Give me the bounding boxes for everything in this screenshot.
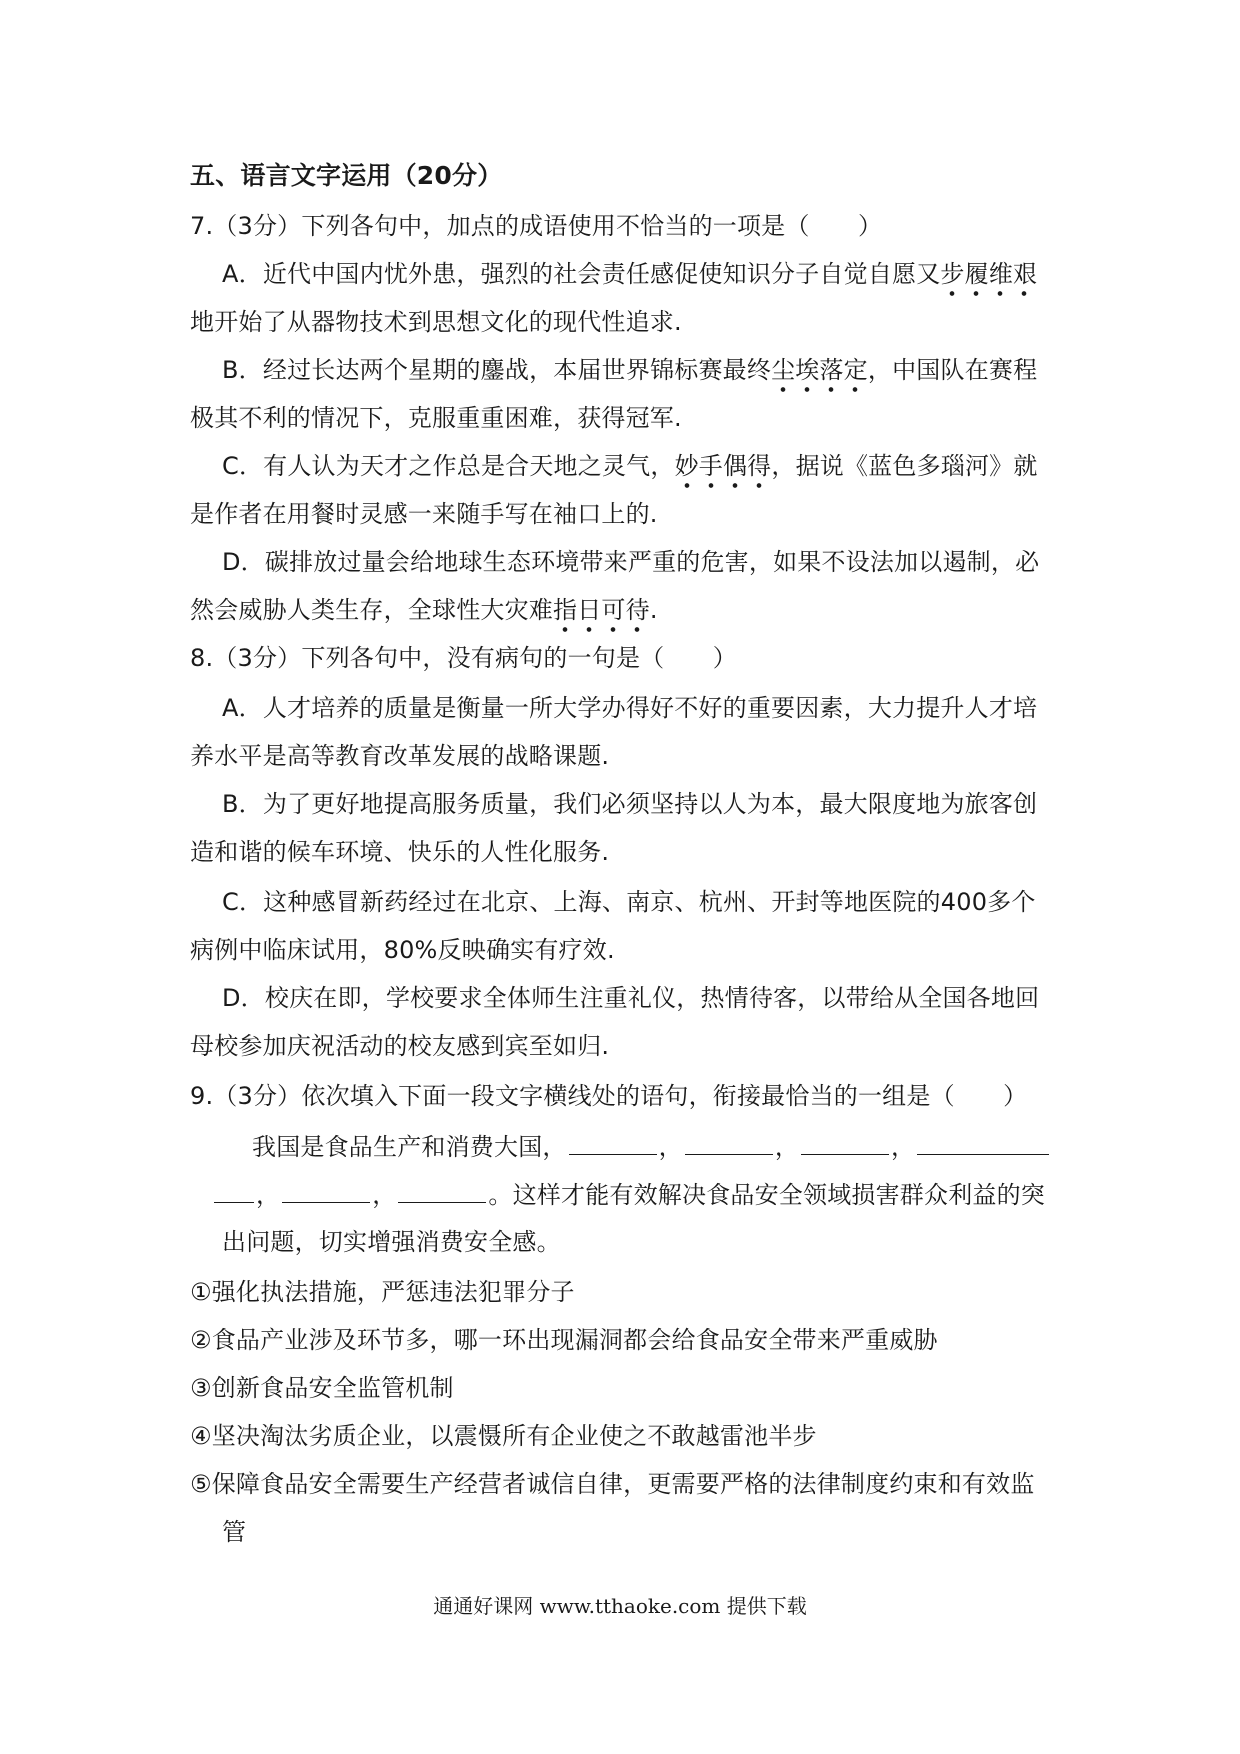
page-footer: 通通好课网 www.tthaoke.com 提供下载 xyxy=(433,1594,807,1618)
q9-option-2: ②食品产业涉及环节多，哪一环出现漏洞都会给食品安全带来严重威胁 xyxy=(190,1326,938,1354)
q9-stem: 9.（3分）依次填入下面一段文字横线处的语句，衔接最恰当的一组是（ ） xyxy=(190,1082,1028,1110)
q8-option-b-cont: 造和谐的候车环境、快乐的人性化服务. xyxy=(190,838,610,866)
q8-option-c: C．这种感冒新药经过在北京、上海、南京、杭州、开封等地医院的400多个 xyxy=(222,888,1036,916)
q8-stem: 8.（3分）下列各句中，没有病句的一句是（ ） xyxy=(190,644,737,672)
q8-option-a: A．人才培养的质量是衡量一所大学办得好不好的重要因素，大力提升人才培 xyxy=(222,694,1038,722)
fill-blank xyxy=(801,1130,889,1155)
q9-passage-line3: 出问题，切实增强消费安全感。 xyxy=(222,1228,561,1256)
q9-option-1: ①强化执法措施，严惩违法犯罪分子 xyxy=(190,1278,575,1306)
q8-option-c-cont: 病例中临床试用，80%反映确实有疗效. xyxy=(190,936,615,964)
q9-option-4: ④坚决淘汰劣质企业，以震慑所有企业使之不敢越雷池半步 xyxy=(190,1422,817,1450)
fill-blank xyxy=(917,1130,1049,1155)
q9-passage-line2: ， ， 。这样才能有效解决食品安全领域损害群众利益的突 xyxy=(212,1178,1045,1211)
q7-stem: 7.（3分）下列各句中，加点的成语使用不恰当的一项是（ ） xyxy=(190,212,883,240)
q8-option-d-cont: 母校参加庆祝活动的校友感到宾至如归. xyxy=(190,1032,610,1060)
q7-d-idiom: 指日可待 xyxy=(553,596,650,633)
q9-passage-line1: 我国是食品生产和消费大国， ， ， ， xyxy=(252,1130,1051,1163)
fill-blank xyxy=(282,1178,370,1203)
q7-option-b: B．经过长达两个星期的鏖战，本届世界锦标赛最终尘埃落定，中国队在赛程 xyxy=(222,354,1037,386)
q9-option-3: ③创新食品安全监管机制 xyxy=(190,1374,454,1402)
q7-option-b-cont: 极其不利的情况下，克服重重困难，获得冠军. xyxy=(190,404,682,432)
section-title: 五、语言文字运用（20分） xyxy=(190,161,503,190)
q8-option-a-cont: 养水平是高等教育改革发展的战略课题. xyxy=(190,742,610,770)
q7-option-c: C．有人认为天才之作总是合天地之灵气，妙手偶得，据说《蓝色多瑙河》就 xyxy=(222,450,1038,482)
q7-a-idiom: 步履维艰 xyxy=(940,260,1037,297)
q8-option-b: B．为了更好地提高服务质量，我们必须坚持以人为本，最大限度地为旅客创 xyxy=(222,790,1038,818)
q7-c-idiom: 妙手偶得 xyxy=(675,452,772,489)
fill-blank xyxy=(214,1178,254,1203)
q7-option-a-cont: 地开始了从器物技术到思想文化的现代性追求. xyxy=(190,308,682,336)
q7-option-d-cont: 然会威胁人类生存，全球性大灾难指日可待. xyxy=(190,594,658,626)
q8-option-d: D．校庆在即，学校要求全体师生注重礼仪，热情待客，以带给从全国各地回 xyxy=(222,984,1040,1012)
q9-option-5: ⑤保障食品安全需要生产经营者诚信自律，更需要严格的法律制度约束和有效监 xyxy=(190,1470,1035,1498)
q7-option-a: A．近代中国内忧外患，强烈的社会责任感促使知识分子自觉自愿又步履维艰 xyxy=(222,258,1037,290)
q7-b-idiom: 尘埃落定 xyxy=(771,356,868,393)
q9-option-5-cont: 管 xyxy=(222,1518,247,1546)
q7-option-d: D．碳排放过量会给地球生态环境带来严重的危害，如果不设法加以遏制，必 xyxy=(222,548,1040,576)
q7-option-c-cont: 是作者在用餐时灵感一来随手写在袖口上的. xyxy=(190,500,658,528)
fill-blank xyxy=(398,1178,486,1203)
fill-blank xyxy=(569,1130,657,1155)
fill-blank xyxy=(685,1130,773,1155)
